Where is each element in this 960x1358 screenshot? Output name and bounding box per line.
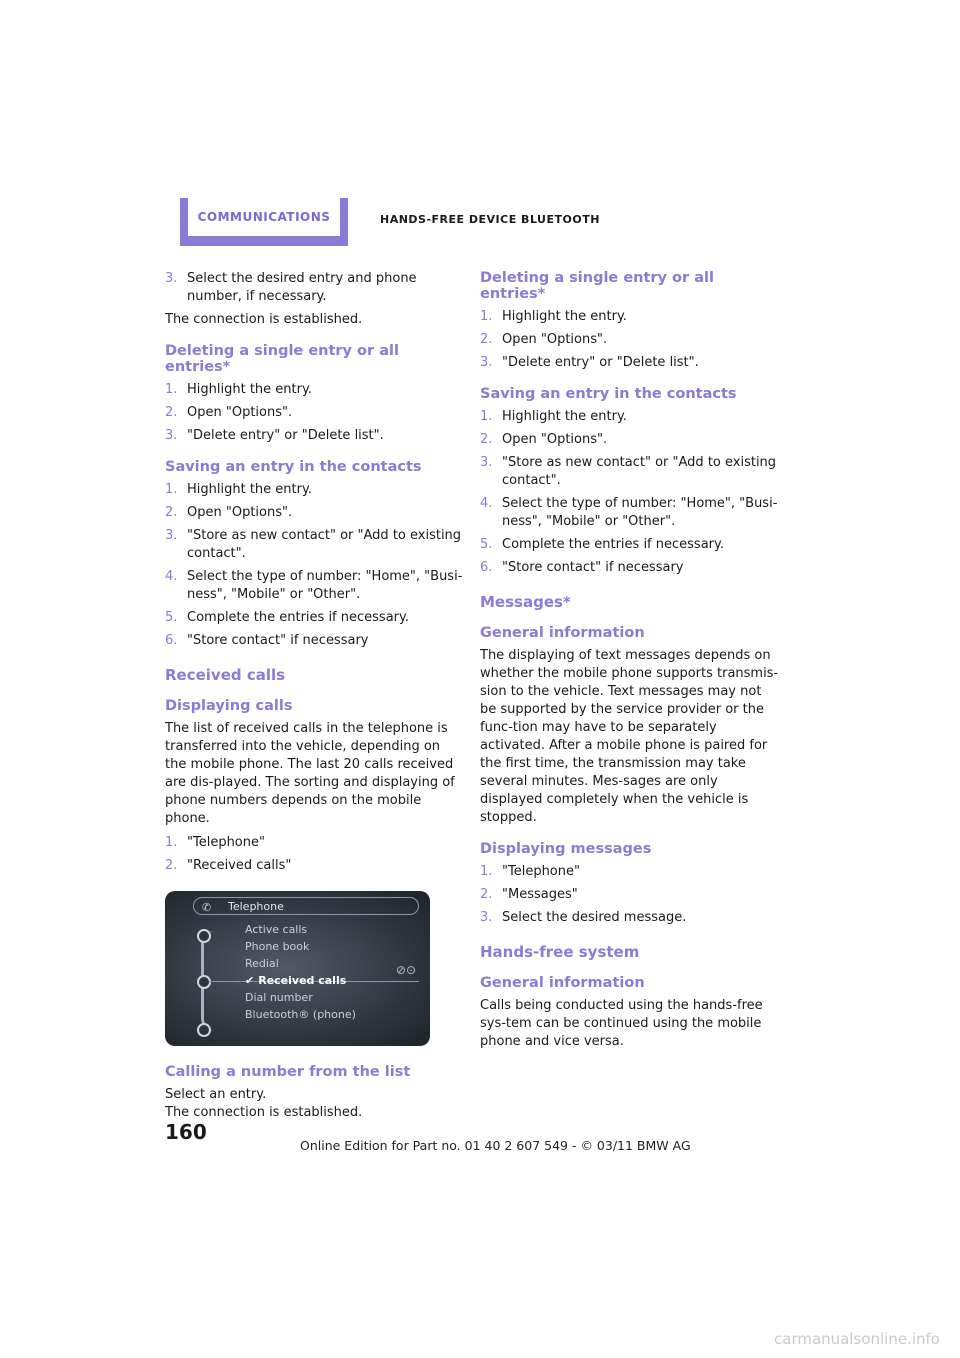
step-text: "Telephone" [187, 835, 265, 850]
list-item [165, 427, 465, 445]
subheading: Saving an entry in the contacts [165, 459, 422, 475]
step-number: 1. [480, 864, 493, 879]
footer-note: Online Edition for Part no. 01 40 2 607 549 - © 03/11 BMW AG [300, 1138, 691, 1153]
list-item [165, 404, 465, 422]
step-number: 2. [480, 332, 493, 347]
list-item [480, 909, 780, 927]
controller-dot-icon [197, 975, 211, 989]
step-number: 1. [165, 835, 178, 850]
step-text: Select the type of number: "Home", "Busi-ness", "Mobile" or "Other". [502, 496, 778, 529]
paragraph: Calls being conducted using the hands-free sys-tem can be continued using the mobile phone and vice versa. [480, 998, 763, 1049]
step-text: "Store contact" if necessary [187, 633, 369, 648]
subheading: Deleting a single entry or all entries* [480, 270, 714, 302]
list-item [480, 536, 780, 554]
menu-item[interactable]: Redial [245, 957, 279, 970]
step-number: 2. [165, 858, 178, 873]
paragraph: The connection is established. [165, 312, 363, 327]
step-number: 1. [480, 309, 493, 324]
list-item [480, 559, 780, 577]
heading: Received calls [165, 666, 286, 684]
step-number: 3. [165, 428, 178, 443]
chapter-tab [180, 198, 348, 246]
step-text: Select the desired message. [502, 910, 687, 925]
idrive-screenshot [165, 891, 430, 1046]
list-item [165, 504, 465, 522]
menu-item-label: Received calls [258, 974, 347, 987]
step-number: 3. [480, 355, 493, 370]
step-number: 2. [480, 887, 493, 902]
list-item [165, 632, 465, 650]
list-item [165, 834, 465, 852]
step-number: 3. [165, 528, 178, 543]
step-number: 6. [480, 560, 493, 575]
list-item [480, 431, 780, 449]
heading: Hands-free system [480, 943, 640, 961]
step-text: Complete the entries if necessary. [502, 537, 724, 552]
step-number: 2. [480, 432, 493, 447]
step-text: Highlight the entry. [187, 482, 312, 497]
step-number: 3. [480, 455, 493, 470]
list-item [480, 454, 780, 490]
list-item [165, 270, 465, 306]
step-text: Highlight the entry. [187, 382, 312, 397]
step-number: 1. [165, 382, 178, 397]
subheading: General information [480, 625, 645, 641]
step-text: "Delete entry" or "Delete list". [187, 428, 384, 443]
step-text: "Telephone" [502, 864, 580, 879]
subheading: General information [480, 975, 645, 991]
screen-header-label: Telephone [228, 900, 284, 913]
step-text: Open "Options". [502, 432, 608, 447]
step-text: "Received calls" [187, 858, 292, 873]
chapter-tab-label: COMMUNICATIONS [188, 198, 340, 236]
step-number: 2. [165, 405, 178, 420]
step-text: Highlight the entry. [502, 409, 627, 424]
page-number: 160 [165, 1120, 207, 1144]
step-text: Select the desired entry and phone number, if necessary. [187, 271, 417, 304]
step-number: 2. [165, 505, 178, 520]
step-text: "Store as new contact" or "Add to existing contact". [187, 528, 462, 561]
step-number: 3. [165, 271, 178, 286]
telephone-icon: ✆ [202, 901, 212, 914]
list-item [165, 609, 465, 627]
list-item [165, 527, 465, 563]
list-item [165, 481, 465, 499]
check-icon: ✔ [245, 974, 255, 987]
step-number: 1. [480, 409, 493, 424]
paragraph: The displaying of text messages depends on whether the mobile phone supports transmis-sion to the vehicle. Text messages may not be supported by the service provider or the func-tion may have to be separately activated. After a mobile phone is paired for the first time, the transmission may take several minutes. Mes-sages are only displayed completely when the vehicle is stopped. [480, 648, 779, 825]
step-text: Highlight the entry. [502, 309, 627, 324]
menu-item-selected[interactable] [245, 972, 356, 989]
step-text: Open "Options". [187, 505, 293, 520]
step-text: "Store as new contact" or "Add to existing contact". [502, 455, 777, 488]
subheading: Calling a number from the list [165, 1064, 411, 1080]
screen-menu [245, 921, 356, 1023]
list-item [165, 381, 465, 399]
menu-item[interactable]: Bluetooth® (phone) [245, 1008, 356, 1021]
menu-item[interactable]: Dial number [245, 991, 313, 1004]
list-item [165, 857, 465, 875]
list-item [480, 354, 780, 372]
step-text: "Messages" [502, 887, 578, 902]
step-text: Select the type of number: "Home", "Busi-ness", "Mobile" or "Other". [187, 569, 463, 602]
subheading: Displaying messages [480, 841, 652, 857]
step-number: 1. [165, 482, 178, 497]
step-text: Open "Options". [187, 405, 293, 420]
menu-item[interactable]: Phone book [245, 940, 310, 953]
paragraph: Select an entry. [165, 1087, 267, 1102]
step-text: "Store contact" if necessary [502, 560, 684, 575]
left-column [165, 270, 465, 1128]
list-item [480, 308, 780, 326]
step-text: "Delete entry" or "Delete list". [502, 355, 699, 370]
nav-arrows-icon: ⊘⊙ [395, 963, 416, 977]
list-item [480, 495, 780, 531]
list-item [480, 863, 780, 881]
step-number: 6. [165, 633, 178, 648]
controller-dot-icon [197, 929, 211, 943]
step-number: 3. [480, 910, 493, 925]
step-text: Open "Options". [502, 332, 608, 347]
watermark: carmanualsonline.info [774, 1330, 940, 1348]
list-item [480, 886, 780, 904]
controller-dot-icon [197, 1023, 211, 1037]
list-item [480, 331, 780, 349]
subheading: Deleting a single entry or all entries* [165, 343, 399, 375]
heading: Messages* [480, 593, 571, 611]
paragraph: The connection is established. [165, 1105, 363, 1120]
paragraph: The list of received calls in the telephone is transferred into the vehicle, depending on the mobile phone. The last 20 calls received are dis-played. The sorting and displaying of phone numbers depends on the mobile phone. [165, 721, 455, 826]
step-number: 4. [480, 496, 493, 511]
step-number: 5. [480, 537, 493, 552]
list-item [480, 408, 780, 426]
list-item [165, 568, 465, 604]
right-column [480, 270, 780, 1057]
section-title: HANDS-FREE DEVICE BLUETOOTH [380, 213, 600, 226]
step-text: Complete the entries if necessary. [187, 610, 409, 625]
subheading: Displaying calls [165, 698, 293, 714]
subheading: Saving an entry in the contacts [480, 386, 737, 402]
screen-header [193, 897, 419, 915]
menu-item[interactable]: Active calls [245, 923, 308, 936]
step-number: 5. [165, 610, 178, 625]
step-number: 4. [165, 569, 178, 584]
